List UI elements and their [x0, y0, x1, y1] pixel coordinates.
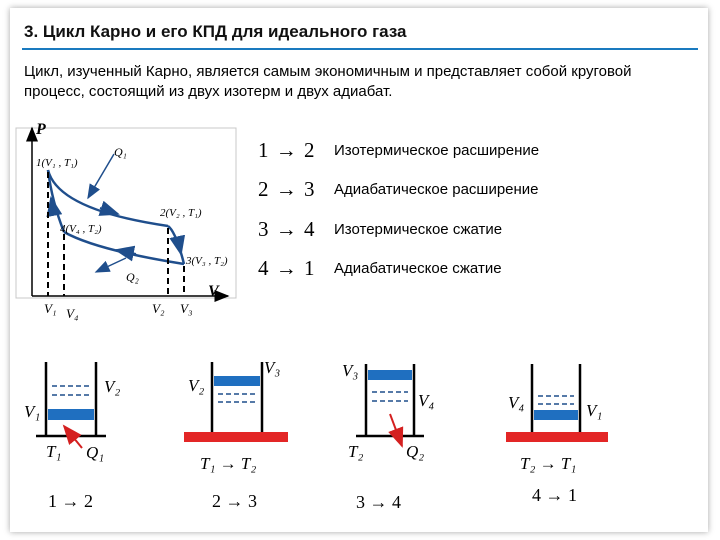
- label-heat: Q₁: [86, 443, 105, 462]
- cylinder-caption: 3 → 4: [356, 492, 401, 512]
- cylinder-caption: 2 → 3: [212, 491, 257, 511]
- legend-desc: Адиабатическое расширение: [334, 180, 539, 198]
- point-1-label: 1(V₁ , T₁): [36, 157, 78, 169]
- legend-desc: Изотермическое расширение: [334, 141, 540, 159]
- p-axis-label: P: [36, 121, 46, 138]
- pv-graph: [16, 121, 236, 321]
- tick-v2: V₂: [152, 301, 165, 316]
- slide-title: 3. Цикл Карно и его КПД для идеального газа: [24, 22, 407, 41]
- label-left: V₁: [24, 402, 41, 421]
- label-right: V₃: [264, 358, 281, 377]
- legend-step: 2 → 3: [258, 176, 316, 201]
- tick-v4: V₄: [66, 306, 79, 321]
- legend-step: 3 → 4: [258, 216, 316, 241]
- tick-v3: V₃: [180, 301, 193, 316]
- heater-plate: [184, 432, 288, 442]
- label-left: V₄: [508, 393, 525, 412]
- piston: [48, 409, 94, 420]
- cylinder-caption: 4 → 1: [532, 485, 577, 505]
- point-2-label: 2(V₂ , T₁): [160, 207, 202, 219]
- heater-plate: [506, 432, 608, 442]
- label-left: V₂: [188, 376, 205, 395]
- label-temperature: T₁: [46, 442, 62, 461]
- heat-out-arrow: [390, 414, 402, 446]
- legend-step: 1 → 2: [258, 137, 316, 162]
- cylinder-caption: 1 → 2: [48, 491, 93, 511]
- legend-desc: Адиабатическое сжатие: [334, 259, 502, 277]
- tick-v1: V₁: [44, 301, 57, 316]
- intro-text: Цикл, изученный Карно, является самым экономичным и представляет собой круговой процесс, состоящий из двух изотерм и двух адиабат.: [24, 63, 632, 100]
- cylinder-1-2: [24, 362, 120, 511]
- label-temperature-change: T₂ → T₁: [520, 454, 577, 473]
- piston: [214, 376, 260, 386]
- label-temperature: T₂: [348, 442, 364, 461]
- cylinder-3-4: [342, 361, 434, 512]
- q2-label: Q₂: [126, 270, 139, 284]
- cylinder-4-1: [506, 364, 608, 505]
- q1-label: Q₁: [114, 145, 127, 159]
- label-right: V₁: [586, 401, 603, 420]
- v-axis-label: V: [208, 283, 219, 300]
- piston: [368, 370, 412, 380]
- piston: [534, 410, 578, 420]
- label-right: V₄: [418, 391, 435, 410]
- cylinder-2-3: [184, 358, 288, 511]
- legend-desc: Изотермическое сжатие: [334, 220, 503, 238]
- label-right: V₂: [104, 377, 121, 396]
- label-temperature-change: T₁ → T₂: [200, 454, 257, 473]
- point-4-label: 4(V₄ , T₂): [60, 223, 102, 235]
- label-heat: Q₂: [406, 442, 425, 461]
- legend-step: 4 → 1: [258, 255, 316, 280]
- point-3-label: 3(V₃ , T₂): [186, 255, 228, 267]
- label-left: V₃: [342, 361, 359, 380]
